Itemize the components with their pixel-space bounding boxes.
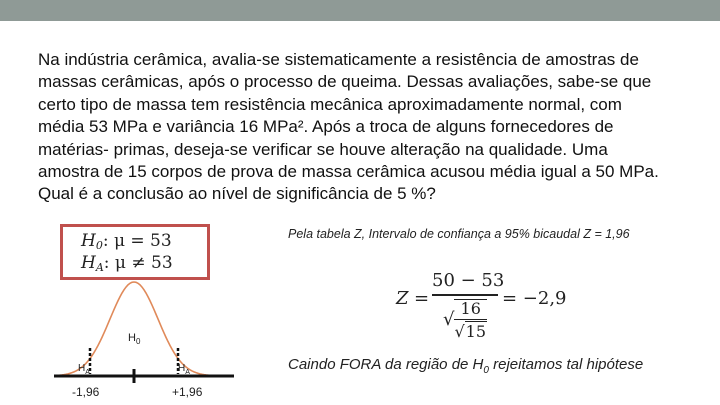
conclusion-text <box>288 356 643 376</box>
ha-right-letter: H <box>178 363 186 374</box>
question-line: média 53 MPa e variância 16 MPa². Após a troca de alguns fornecedores de <box>38 117 614 137</box>
inner-numerator: 16 <box>460 298 481 318</box>
h0-region-letter: H <box>128 332 136 344</box>
alternative-hypothesis <box>81 253 173 274</box>
ha-letter: H <box>81 253 96 273</box>
question-line: amostra de 15 corpos de prova de massa cerâmica acusou média igual a 50 MPa. <box>38 162 659 182</box>
hypotheses-box <box>60 224 210 280</box>
null-hypothesis <box>81 231 172 252</box>
z-symbol: Z <box>396 288 409 309</box>
ha-statement: : μ ≠ 53 <box>103 253 173 273</box>
sqrt-icon: √ <box>442 309 455 331</box>
top-bar <box>0 0 720 21</box>
fraction-numerator: 50 − 53 <box>432 270 505 291</box>
question-line: certo tipo de massa tem resistência mecânica aproximadamente normal, com <box>38 94 622 114</box>
ha-left-region-label <box>78 363 90 376</box>
inner-fraction <box>454 299 487 342</box>
question-text <box>38 49 710 206</box>
conclusion-end: rejeitamos tal hipótese <box>488 356 644 373</box>
fraction-bar <box>432 294 498 296</box>
ha-left-letter: H <box>78 363 86 374</box>
h0-statement: : μ = 53 <box>102 231 172 251</box>
question-line: massas cerâmicas, após o processo de queima. Dessas avaliações, sabe-se que <box>38 72 652 92</box>
z-result: = −2,9 <box>502 288 567 309</box>
ha-right-subscript: A <box>185 369 190 376</box>
inner-denominator <box>454 321 487 342</box>
question-line: matérias- primas, deseja-se verificar se houve alteração na qualidade. Uma <box>38 139 608 159</box>
question-line: Qual é a conclusão ao nível de significância de 5 %? <box>38 184 436 204</box>
fraction-denominator <box>432 299 498 342</box>
left-critical-value: -1,96 <box>72 385 100 399</box>
question-line: Na indústria cerâmica, avalia-se sistematicamente a resistência de amostras de <box>38 50 639 69</box>
confidence-note: Pela tabela Z, Intervalo de confiança a 95% bicaudal Z = 1,96 <box>288 227 630 241</box>
z-fraction <box>432 270 505 342</box>
ha-right-region-label <box>178 363 190 376</box>
h0-region-label <box>128 332 140 346</box>
h0-subscript: 0 <box>95 239 103 252</box>
sqrt-expression <box>443 299 487 342</box>
inner-denominator-value: 15 <box>465 321 487 341</box>
ha-subscript: A <box>95 261 104 274</box>
sqrt-icon: √ <box>454 321 465 341</box>
equals-sign: = <box>414 288 430 309</box>
h0-region-subscript: 0 <box>135 337 141 347</box>
conclusion-subscript: 0 <box>483 365 489 376</box>
right-critical-value: +1,96 <box>172 385 203 399</box>
bell-curve <box>58 282 218 376</box>
h0-letter: H <box>81 231 96 251</box>
conclusion-start: Caindo FORA da região de H <box>288 356 484 373</box>
inner-fraction-bar <box>454 319 487 320</box>
ha-left-subscript: A <box>85 369 90 376</box>
